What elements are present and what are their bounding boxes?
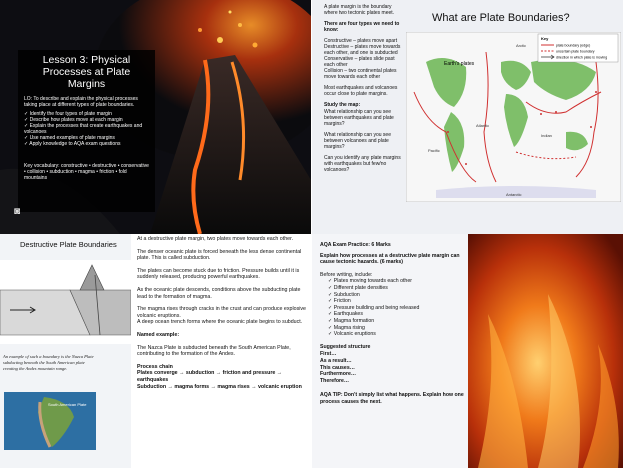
bullet-text: What relationship can you see between volcanoes and plate margins? bbox=[324, 132, 391, 150]
ocean-label: Indian bbox=[541, 133, 552, 138]
lesson-title: Lesson 3: Physical Processes at Plate Margins bbox=[42, 54, 131, 90]
bullet-text: What relationship can you see between earthquakes and plate margins? bbox=[324, 109, 394, 127]
structure-item: As a result… bbox=[320, 357, 352, 364]
checklist-item: ✓ Pressure building and being released bbox=[328, 304, 420, 311]
ocean-label: Atlantic bbox=[476, 123, 490, 128]
learning-objective: LO: To describe and explain the physical processes taking place at different types of plate boundaries. bbox=[24, 96, 138, 108]
map-label: South American Plate bbox=[48, 402, 87, 407]
bullet-text: Can you identify any plate margins with earthquakes but few/no volcanoes? bbox=[324, 155, 401, 173]
paragraph: The Nazca Plate is subducted beneath the South American Plate, contributing to the formation of the Andes. bbox=[137, 344, 291, 358]
structure-item: Furthermore… bbox=[320, 371, 357, 378]
bullet-text: There are four types we need to know: bbox=[324, 21, 400, 33]
south-america-map bbox=[4, 392, 96, 450]
intro-bullets bbox=[324, 4, 404, 178]
lesson-info-box bbox=[18, 50, 155, 212]
paragraph: The magma rises through cracks in the crust and can produce explosive volcanic eruptions. A deep ocean trench forms where the oceanic plate begins to subduct. bbox=[137, 306, 306, 326]
structure-item: This causes… bbox=[320, 364, 355, 371]
paragraph: Named example: bbox=[137, 331, 180, 338]
structure-item: First… bbox=[320, 351, 337, 358]
criteria-item: ✓ Apply knowledge to AQA exam questions bbox=[24, 141, 121, 147]
checklist-item: ✓ Volcanic eruptions bbox=[328, 331, 376, 338]
criteria-item: ✓ Describe how plates move at each margin bbox=[24, 117, 123, 123]
bullet-text: Study the map: bbox=[324, 102, 361, 108]
paragraph: Process chain Plates converge → subduction → friction and pressure → earthquakes Subduction → magma forms → magma rises → volcanic eruption bbox=[137, 363, 302, 390]
structure-item: Therefore… bbox=[320, 377, 350, 384]
slide-heading: What are Plate Boundaries? bbox=[432, 12, 570, 24]
ocean-label: Antarctic bbox=[506, 192, 522, 197]
criteria-item: ✓ Identify the four types of plate margin bbox=[24, 111, 112, 117]
criteria-item: ✓ Use named examples of plate margins bbox=[24, 135, 115, 141]
exam-heading: AQA Exam Practice: 6 Marks bbox=[320, 242, 391, 248]
bullet-text: A plate margin is the boundary where two tectonic plates meet. bbox=[324, 4, 395, 16]
bullet-text: Constructive – plates move apart Destructive – plates move towards each other, and one is subducted Conservative – plates slide past each other Collision – two continental plates move towards each other bbox=[324, 38, 401, 80]
structure-title: Suggested structure bbox=[320, 343, 371, 350]
checklist-item: ✓ Earthquakes bbox=[328, 311, 363, 318]
checklist-item: ✓ Different plate densities bbox=[328, 284, 388, 291]
plates-world-map bbox=[406, 32, 621, 202]
destructive-explanation bbox=[137, 236, 307, 396]
paragraph: The plates can become stuck due to friction. Pressure builds until it is suddenly released, producing powerful earthquakes. bbox=[137, 267, 300, 281]
criteria-item: ✓ Explain the processes that create earthquakes and volcanoes bbox=[24, 123, 143, 135]
paragraph: The denser oceanic plate is forced beneath the less dense continental plate. This is called subduction. bbox=[137, 248, 302, 262]
include-checklist bbox=[320, 278, 472, 337]
paragraph: As the oceanic plate descends, conditions above the subducting plate lead to the formation of magma. bbox=[137, 286, 301, 300]
fire-image bbox=[468, 234, 623, 468]
ocean-label: Arctic bbox=[516, 43, 526, 48]
key-vocabulary: Key vocabulary: constructive • destructive • conservative • collision • subduction • magma • friction • fold mountains bbox=[24, 163, 149, 181]
ocean-label: Pacific bbox=[428, 148, 440, 153]
slide-exam-practice bbox=[312, 234, 623, 468]
include-intro: Before writing, include: bbox=[320, 271, 373, 278]
map-title: Earth's plates bbox=[444, 61, 475, 67]
exam-tip: AQA TIP: Don't simply list what happens. Explain how one process causes the next. bbox=[320, 392, 464, 405]
slide-heading: Destructive Plate Boundaries bbox=[20, 240, 117, 249]
legend-item: direction in which plate is moving bbox=[556, 55, 608, 60]
checklist-item: ✓ Magma rising bbox=[328, 324, 365, 331]
paragraph: At a destructive plate margin, two plates move towards each other. bbox=[137, 236, 294, 242]
legend-item: plate boundary (edge) bbox=[556, 43, 591, 48]
bullet-text: Most earthquakes and volcanoes occur close to plate margins. bbox=[324, 85, 398, 97]
legend-title: Key bbox=[541, 36, 549, 41]
slide-lesson-title bbox=[0, 0, 311, 234]
example-caption: An example of such a boundary is the Nazca Plate subducting beneath the South American plate creating the Andes mountain range. bbox=[3, 354, 94, 371]
checklist-item: ✓ Friction bbox=[328, 298, 351, 305]
slide-destructive-boundaries bbox=[0, 234, 311, 468]
legend-item: uncertain plate boundary bbox=[556, 49, 595, 54]
structure-list bbox=[320, 351, 472, 384]
camera-icon[interactable]: ◙ bbox=[14, 206, 21, 217]
success-criteria-list bbox=[24, 111, 149, 147]
checklist-item: ✓ Subduction bbox=[328, 291, 360, 298]
slide-plate-boundaries bbox=[312, 0, 623, 234]
subduction-diagram bbox=[0, 260, 131, 344]
checklist-item: ✓ Magma formation bbox=[328, 317, 375, 324]
checklist-item: ✓ Plates moving towards each other bbox=[328, 278, 412, 285]
exam-question: Explain how processes at a destructive plate margin can cause tectonic hazards. (6 marks) bbox=[320, 252, 460, 266]
